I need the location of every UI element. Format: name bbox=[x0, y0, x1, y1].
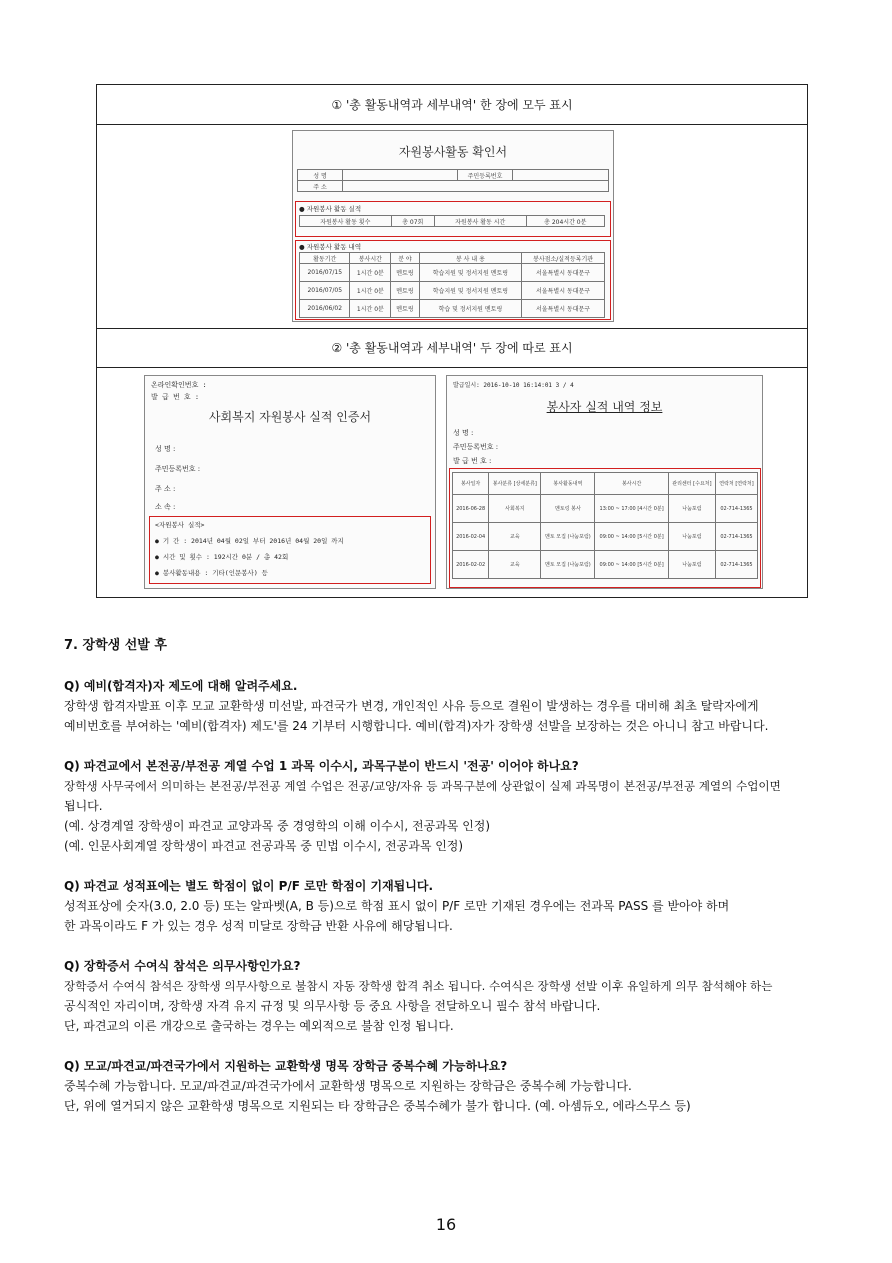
faq-answer-line: (예. 상경계열 장학생이 파견교 교양과목 중 경영학의 이해 이수시, 전공과목 인정) bbox=[64, 819, 491, 833]
doc3-cell: 02-714-1365 bbox=[715, 495, 757, 523]
doc3-cell: 사회복지 bbox=[489, 495, 541, 523]
doc1-cell: 서울특별시 동대문구 bbox=[522, 300, 605, 318]
doc3-cell: 2016-06-28 bbox=[453, 495, 489, 523]
doc3-header-cell: 봉사활동내역 bbox=[541, 473, 595, 495]
doc3-cell: 02-714-1365 bbox=[715, 551, 757, 579]
faq-question: Q) 파견교에서 본전공/부전공 계열 수업 1 과목 이수시, 과목구분이 반드시 '전공' 이어야 하나요? bbox=[64, 759, 579, 773]
doc2-issue-number: 발 급 번 호 : bbox=[151, 393, 200, 401]
doc3-cell: 멘토 모집 (나눔포럼) bbox=[541, 523, 595, 551]
doc1-addr-label: 주 소 bbox=[298, 181, 343, 192]
faq-answer-line: 공식적인 자리이며, 장학생 자격 유지 규정 및 의무사항 등 중요 사항을 전달하오니 필수 참석 바랍니다. bbox=[64, 999, 601, 1013]
doc3-cell: 2016-02-02 bbox=[453, 551, 489, 579]
faq-question: Q) 파견교 성적표에는 별도 학점이 없이 P/F 로만 학점이 기재됩니다. bbox=[64, 879, 434, 893]
doc3-row bbox=[453, 495, 758, 523]
faq-item bbox=[64, 756, 844, 856]
doc3-header-cell: 봉사일자 bbox=[453, 473, 489, 495]
doc1-cell: 2016/07/05 bbox=[300, 282, 350, 300]
doc1-cell: 멘토링 bbox=[391, 264, 420, 282]
doc3-issue-time: 발급일시: 2016-10-10 16:14:01 3 / 4 bbox=[453, 382, 574, 389]
doc3-header-cell: 봉사시간 bbox=[595, 473, 668, 495]
doc1-hours-label: 자원봉사 활동 시간 bbox=[434, 216, 526, 227]
doc2-online-number: 온라인확인번호 : bbox=[151, 381, 207, 389]
volunteer-certificate-image-2 bbox=[144, 375, 436, 589]
faq-answer-line: 단, 위에 열거되지 않은 교환학생 명목으로 지원되는 타 장학금은 중복수혜가 불가 합니다. (예. 아셈듀오, 에라스무스 등) bbox=[64, 1099, 691, 1113]
doc1-header-cell: 봉사시간 bbox=[350, 253, 391, 264]
doc3-record-table bbox=[452, 472, 758, 579]
doc1-cell: 서울특별시 동대문구 bbox=[522, 264, 605, 282]
faq-item bbox=[64, 1056, 844, 1116]
doc3-header-cell: 봉사분류 [상세분류] bbox=[489, 473, 541, 495]
doc1-cell: 학습 및 정서지원 멘토링 bbox=[419, 300, 521, 318]
doc1-header-cell: 봉 사 내 용 bbox=[419, 253, 521, 264]
section-title: 7. 장학생 선발 후 bbox=[64, 638, 167, 653]
faq-answer-line: 한 과목이라도 F 가 있는 경우 성적 미달로 장학금 반환 사유에 해당됩니다. bbox=[64, 919, 453, 933]
doc1-title: 자원봉사활동 확인서 bbox=[398, 145, 508, 159]
doc1-cell: 학습지원 및 정서지원 멘토링 bbox=[419, 264, 521, 282]
doc1-detail-table bbox=[299, 252, 605, 318]
faq-answer-line: 됩니다. bbox=[64, 799, 103, 813]
doc1-section1-heading: ● 자원봉사 활동 실적 bbox=[299, 205, 362, 213]
doc1-section2-heading: ● 자원봉사 활동 내역 bbox=[299, 243, 362, 251]
doc2-record-title: <자원봉사 실적> bbox=[155, 521, 205, 529]
faq-answer-line: 단, 파견교의 이른 개강으로 출국하는 경우는 예외적으로 불참 인정 됩니다. bbox=[64, 1019, 454, 1033]
doc1-cell: 1시간 0분 bbox=[350, 300, 391, 318]
faq-answer-line: 중복수혜 가능합니다. 모교/파견교/파견국가에서 교환학생 명목으로 지원하는 장학금은 중복수혜 가능합니다. bbox=[64, 1079, 632, 1093]
faq-answer-line: 장학증서 수여식 참석은 장학생 의무사항으로 불참시 자동 장학생 합격 취소 됩니다. 수여식은 장학생 선발 이후 유일하게 의무 참석해야 하는 bbox=[64, 979, 773, 993]
doc1-cell: 멘토링 bbox=[391, 300, 420, 318]
doc2-record-hours: ● 시간 및 횟수 : 192시간 0분 / 총 42회 bbox=[155, 553, 289, 561]
doc2-field-address: 주 소 : bbox=[155, 485, 176, 493]
doc3-cell: 교육 bbox=[489, 523, 541, 551]
doc2-record-period: ● 기 간 : 2014년 04월 02일 부터 2016년 04월 20일 까지 bbox=[155, 537, 344, 545]
faq-item bbox=[64, 956, 844, 1036]
doc3-cell: 09:00 ~ 14:00 [5시간 0분] bbox=[595, 523, 668, 551]
faq-answer-line: 예비번호를 부여하는 '예비(합격자) 제도'를 24 기부터 시행합니다. 예비(합격)자가 장학생 선발을 보장하는 것은 아니니 참고 바랍니다. bbox=[64, 719, 769, 733]
doc3-field-name: 성 명 : bbox=[453, 429, 474, 437]
doc1-cell: 1시간 0분 bbox=[350, 282, 391, 300]
doc1-row bbox=[300, 264, 605, 282]
faq-answer-line: 장학생 합격자발표 이후 모교 교환학생 미선발, 파견국가 변경, 개인적인 사유 등으로 결원이 발생하는 경우를 대비해 최초 탈락자에게 bbox=[64, 699, 759, 713]
doc1-row bbox=[300, 300, 605, 318]
doc1-cell: 서울특별시 동대문구 bbox=[522, 282, 605, 300]
doc3-cell: 나눔포럼 bbox=[668, 495, 715, 523]
doc1-cell: 2016/06/02 bbox=[300, 300, 350, 318]
doc1-header-cell: 활동기간 bbox=[300, 253, 350, 264]
faq-section bbox=[64, 636, 844, 1136]
doc3-cell: 09:00 ~ 14:00 [5시간 0분] bbox=[595, 551, 668, 579]
doc3-cell: 교육 bbox=[489, 551, 541, 579]
doc3-cell: 나눔포럼 bbox=[668, 551, 715, 579]
doc1-header-cell: 봉사점소/실적등록기관 bbox=[522, 253, 605, 264]
faq-question: Q) 예비(합격자)자 제도에 대해 알려주세요. bbox=[64, 679, 298, 693]
doc1-summary-table bbox=[299, 215, 605, 227]
doc2-title: 사회복지 자원봉사 실적 인증서 bbox=[208, 410, 372, 424]
doc1-cell: 학습지원 및 정서지원 멘토링 bbox=[419, 282, 521, 300]
faq-answer-line: 성적표상에 숫자(3.0, 2.0 등) 또는 알파벳(A, B 등)으로 학점 표시 없이 P/F 로만 기재된 경우에는 전과목 PASS 를 받아야 하며 bbox=[64, 899, 730, 913]
doc1-cell: 멘토링 bbox=[391, 282, 420, 300]
doc3-cell: 2016-02-04 bbox=[453, 523, 489, 551]
doc1-header-row bbox=[300, 253, 605, 264]
faq-answer-line: 장학생 사무국에서 의미하는 본전공/부전공 계열 수업은 전공/교양/자유 등 과목구분에 상관없이 실제 과목명이 본전공/부전공 계열의 수업이면 bbox=[64, 779, 781, 793]
faq-question: Q) 장학증서 수여식 참석은 의무사항인가요? bbox=[64, 959, 301, 973]
faq-question: Q) 모교/파견교/파견국가에서 지원하는 교환학생 명목 장학금 중복수혜 가능하나요? bbox=[64, 1059, 508, 1073]
page-number: 16 bbox=[435, 1215, 457, 1234]
doc3-header-cell: 연락처 [연락처] bbox=[715, 473, 757, 495]
doc3-cell: 13:00 ~ 17:00 [4시간 0분] bbox=[595, 495, 668, 523]
doc2-field-id: 주민등록번호 : bbox=[155, 465, 201, 473]
caption-one-sheet: ① '총 활동내역과 세부내역' 한 장에 모두 표시 bbox=[97, 85, 807, 125]
doc1-cell: 2016/07/15 bbox=[300, 264, 350, 282]
doc3-cell: 멘토 모집 (나눔포럼) bbox=[541, 551, 595, 579]
doc3-header-row bbox=[453, 473, 758, 495]
doc1-header-cell: 분 야 bbox=[391, 253, 420, 264]
doc3-header-cell: 관리센터 [수요처] bbox=[668, 473, 715, 495]
doc3-title: 봉사자 실적 내역 정보 bbox=[546, 400, 663, 414]
volunteer-certificate-image-1 bbox=[292, 130, 614, 322]
doc1-row bbox=[300, 282, 605, 300]
doc3-cell: 나눔포럼 bbox=[668, 523, 715, 551]
doc1-count-value: 총 07회 bbox=[391, 216, 434, 227]
doc1-personal-table bbox=[297, 169, 609, 192]
example-figure-frame bbox=[96, 84, 808, 598]
faq-answer-line: (예. 인문사회계열 장학생이 파견교 전공과목 중 민법 이수시, 전공과목 인정) bbox=[64, 839, 464, 853]
faq-item bbox=[64, 876, 844, 936]
doc1-count-label: 자원봉사 활동 횟수 bbox=[300, 216, 392, 227]
caption-two-sheets: ② '총 활동내역과 세부내역' 두 장에 따로 표시 bbox=[97, 328, 807, 368]
doc3-row bbox=[453, 551, 758, 579]
doc3-cell: 02-714-1365 bbox=[715, 523, 757, 551]
doc1-cell: 1시간 0분 bbox=[350, 264, 391, 282]
doc2-record-content: ● 봉사활동내용 : 기타(인문봉사) 등 bbox=[155, 569, 268, 577]
doc3-cell: 멘토링 봉사 bbox=[541, 495, 595, 523]
doc1-hours-value: 총 204시간 0분 bbox=[526, 216, 604, 227]
faq-item bbox=[64, 676, 844, 736]
doc3-field-issue: 발 급 번 호 : bbox=[453, 457, 492, 465]
doc2-field-affiliation: 소 속 : bbox=[155, 503, 176, 511]
doc2-field-name: 성 명 : bbox=[155, 445, 176, 453]
doc1-id-label: 주민등록번호 bbox=[458, 170, 513, 181]
doc1-name-label: 성 명 bbox=[298, 170, 343, 181]
doc3-row bbox=[453, 523, 758, 551]
doc3-field-id: 주민등록번호 : bbox=[453, 443, 499, 451]
volunteer-record-image-3 bbox=[446, 375, 763, 589]
